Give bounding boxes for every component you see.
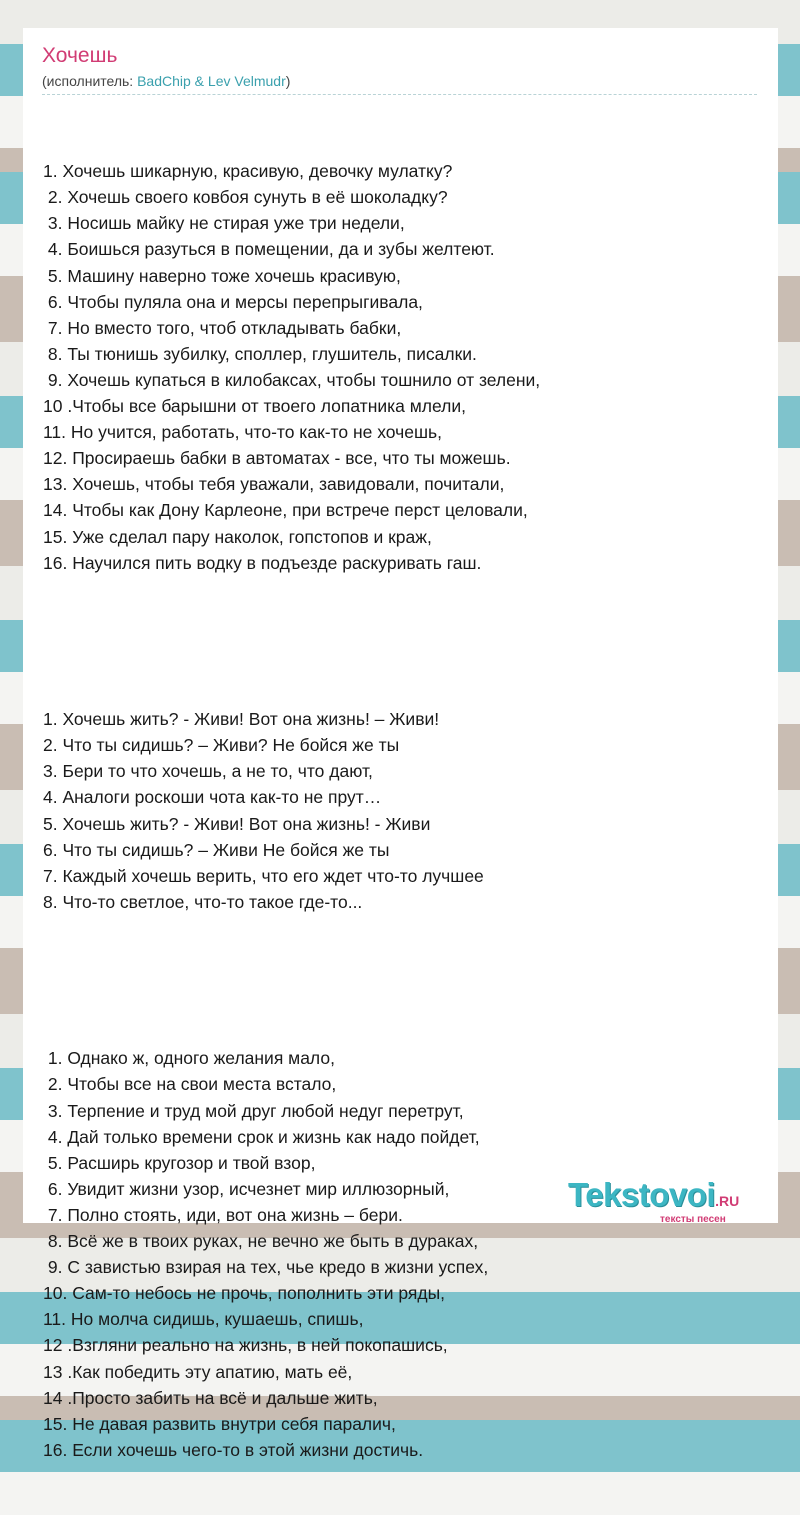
lyric-line: 2. Чтобы все на свои места встало, (43, 1074, 337, 1095)
artist-prefix: (исполнитель: (42, 73, 138, 89)
lyric-line: 16. Научился пить водку в подъезде раскуривать гаш. (43, 552, 482, 573)
stanza-1 (43, 158, 763, 576)
lyric-line: 13 .Как победить эту апатию, мать её, (43, 1361, 353, 1382)
lyric-line: 3. Носишь майку не стирая уже три недели, (43, 213, 405, 234)
lyrics-card (23, 28, 778, 1460)
lyric-line: 10 .Чтобы все барышни от твоего лопатника млели, (43, 396, 467, 417)
lyric-line: 1. Хочешь жить? - Живи! Вот она жизнь! – Живи! (43, 709, 440, 730)
lyric-line: 6. Чтобы пуляла она и мерсы перепрыгивала, (43, 291, 423, 312)
lyric-line: 4. Аналоги роскоши чота как-то не прут… (43, 787, 382, 808)
lyric-line: 2. Что ты сидишь? – Живи? Не бойся же ты (43, 735, 400, 756)
stanza-3 (43, 1045, 763, 1463)
lyric-line: 15. Не давая развить внутри себя паралич, (43, 1413, 396, 1434)
artist-link[interactable]: BadChip & Lev Velmudr (137, 73, 286, 89)
stanza-gap (43, 628, 763, 654)
lyric-line: 9. Хочешь купаться в килобаксах, чтобы тошнило от зелени, (43, 369, 541, 390)
lyric-line: 9. С завистью взирая на тех, чье кредо в жизни успех, (43, 1257, 489, 1278)
lyric-line: 1. Однако ж, одного желания мало, (43, 1048, 335, 1069)
logo-wordmark: Tekstovoi (568, 1176, 716, 1213)
lyric-line: 12. Просираешь бабки в автоматах - все, что ты можешь. (43, 448, 511, 469)
song-title: Хочешь (42, 44, 118, 67)
lyric-line: 15. Уже сделал пару наколок, гопстопов и краж, (43, 526, 432, 547)
lyric-line: 14. Чтобы как Дону Карлеоне, при встрече перст целовали, (43, 500, 528, 521)
lyric-line: 6. Увидит жизни узор, исчезнет мир иллюзорный, (43, 1178, 450, 1199)
site-logo[interactable] (568, 1176, 778, 1224)
lyric-line: 8. Что-то светлое, что-то такое где-то... (43, 891, 363, 912)
divider (42, 94, 757, 95)
stanza-2 (43, 706, 763, 915)
lyric-line: 8. Ты тюнишь зубилку, споллер, глушитель, писалки. (43, 343, 477, 364)
lyric-line: 6. Что ты сидишь? – Живи Не бойся же ты (43, 839, 390, 860)
lyric-line: 3. Терпение и труд мой друг любой недуг перетрут, (43, 1100, 464, 1121)
lyric-line: 8. Всё же в твоих руках, не вечно же быть в дураках, (43, 1231, 479, 1252)
lyric-line: 7. Каждый хочешь верить, что его ждет что-то лучшее (43, 865, 484, 886)
logo-tld: .RU (715, 1193, 740, 1209)
lyric-line: 2. Хочешь своего ковбоя сунуть в её шоколадку? (43, 187, 448, 208)
lyric-line: 14 .Просто забить на всё и дальше жить, (43, 1387, 378, 1408)
lyric-line: 7. Но вместо того, чтоб откладывать бабки, (43, 317, 402, 338)
lyric-line: 16. Если хочешь чего-то в этой жизни достичь. (43, 1439, 424, 1460)
lyric-line: 3. Бери то что хочешь, а не то, что дают, (43, 761, 373, 782)
lyric-line: 5. Расширь кругозор и твой взор, (43, 1152, 316, 1173)
lyric-line: 5. Хочешь жить? - Живи! Вот она жизнь! - Живи (43, 813, 431, 834)
lyric-line: 5. Машину наверно тоже хочешь красивую, (43, 265, 401, 286)
lyric-line: 11. Но молча сидишь, кушаешь, спишь, (43, 1309, 364, 1330)
artist-suffix: ) (285, 73, 291, 89)
artist-line (42, 73, 290, 89)
lyric-line: 1. Хочешь шикарную, красивую, девочку мулатку? (43, 161, 453, 182)
lyric-line: 7. Полно стоять, иди, вот она жизнь – бери. (43, 1204, 403, 1225)
lyric-line: 4. Дай только времени срок и жизнь как надо пойдет, (43, 1126, 480, 1147)
stanza-gap (43, 967, 763, 993)
lyrics-body (43, 106, 763, 1515)
lyric-line: 4. Боишься разуться в помещении, да и зубы желтеют. (43, 239, 495, 260)
logo-tagline: тексты песен (660, 1214, 726, 1225)
lyric-line: 13. Хочешь, чтобы тебя уважали, завидовали, почитали, (43, 474, 505, 495)
lyric-line: 10. Сам-то небось не прочь, пополнить эти ряды, (43, 1283, 446, 1304)
lyric-line: 12 .Взгляни реально на жизнь, в ней покопашись, (43, 1335, 448, 1356)
lyric-line: 11. Но учится, работать, что-то как-то не хочешь, (43, 422, 443, 443)
